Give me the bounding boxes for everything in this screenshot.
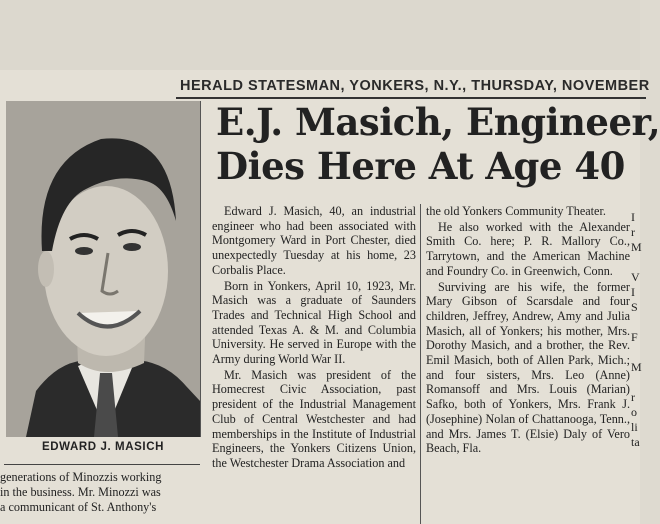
edge-letter: ta bbox=[631, 435, 640, 449]
edge-letter: V bbox=[631, 270, 640, 284]
right-edge-fragment bbox=[631, 210, 641, 450]
fragment-line: in the business. Mr. Minozzi was bbox=[0, 485, 161, 499]
article-column-1 bbox=[212, 204, 416, 472]
edge-letter bbox=[631, 345, 641, 360]
masthead-line: HERALD STATESMAN, YONKERS, N.Y., THURSDAY, NOVEMBER bbox=[180, 78, 650, 94]
edge-letter: li bbox=[631, 420, 638, 434]
headline-line-2: Dies Here At Age 40 bbox=[216, 144, 625, 188]
edge-letter: M bbox=[631, 240, 642, 254]
edge-letter: o bbox=[631, 405, 637, 419]
paragraph: Edward J. Masich, 40, an industrial engineer who had been associated with Montgomery Ward in Port Chester, died unexpectedly Tuesday at his home, 23 Corbalis Place. bbox=[212, 204, 416, 277]
edge-letter: M bbox=[631, 360, 642, 374]
edge-letter bbox=[631, 255, 641, 270]
edge-letter: I bbox=[631, 210, 635, 224]
edge-letter: F bbox=[631, 330, 638, 344]
fragment-line: a communicant of St. Anthony's bbox=[0, 500, 157, 514]
paragraph: He also worked with the Alexander Smith Co. here; P. R. Mallory Co., Tarrytown, and the American Machine and Foundry Co. in Greenwich, Conn. bbox=[426, 219, 630, 278]
headline-line-1: E.J. Masich, Engineer, bbox=[216, 100, 660, 144]
fragment-line: generations of Minozzis working bbox=[0, 470, 162, 484]
portrait-photo bbox=[6, 101, 201, 437]
blank-margin bbox=[0, 0, 640, 70]
edge-letter bbox=[631, 375, 641, 390]
adjacent-article-fragment bbox=[0, 470, 200, 515]
paragraph: Born in Yonkers, April 10, 1923, Mr. Masich was a graduate of Saunders Trades and Technical High School and attended Texas A. & M. and Columbia University. He served in Europe with the Army during World War II. bbox=[212, 278, 416, 367]
paragraph: the old Yonkers Community Theater. bbox=[426, 204, 606, 218]
paragraph: Mr. Masich was president of the Homecrest Civic Association, past president of the Industrial Management Club of Central Westchester and had memberships in the Institute of Industrial Engineers, the Yonkers Citizens Union, the Westchester Drama Association and bbox=[212, 367, 416, 470]
article-column-2 bbox=[426, 204, 630, 457]
column-divider bbox=[420, 204, 421, 524]
edge-letter: I bbox=[631, 285, 635, 299]
portrait-illustration bbox=[6, 101, 200, 437]
masthead-rule bbox=[176, 97, 646, 99]
edge-letter: r bbox=[631, 225, 635, 239]
paragraph: Surviving are his wife, the former Mary Gibson of Scarsdale and four children, Jeffrey, Andrew, Amy and Julia Masich, all of Yonkers; his mother, Mrs. Dorothy Masich, and a brother, the Rev. Emil Masich, both of Allen Park, Mich.; and four sisters, Mrs. Leo (Anne) Romansoff and Mrs. Louis (Marian) Safko, both of Yonkers, Mrs. Frank J. (Josephine) Nolan of Chattanooga, Tenn., and Mrs. James T. (Elsie) Daly of Vero Beach, Fla. bbox=[426, 279, 630, 456]
left-column-rule bbox=[4, 464, 200, 465]
photo-caption: EDWARD J. MASICH bbox=[41, 441, 165, 453]
headline bbox=[216, 100, 660, 188]
edge-letter: S bbox=[631, 300, 638, 314]
edge-letter: r bbox=[631, 390, 635, 404]
edge-letter bbox=[631, 315, 641, 330]
